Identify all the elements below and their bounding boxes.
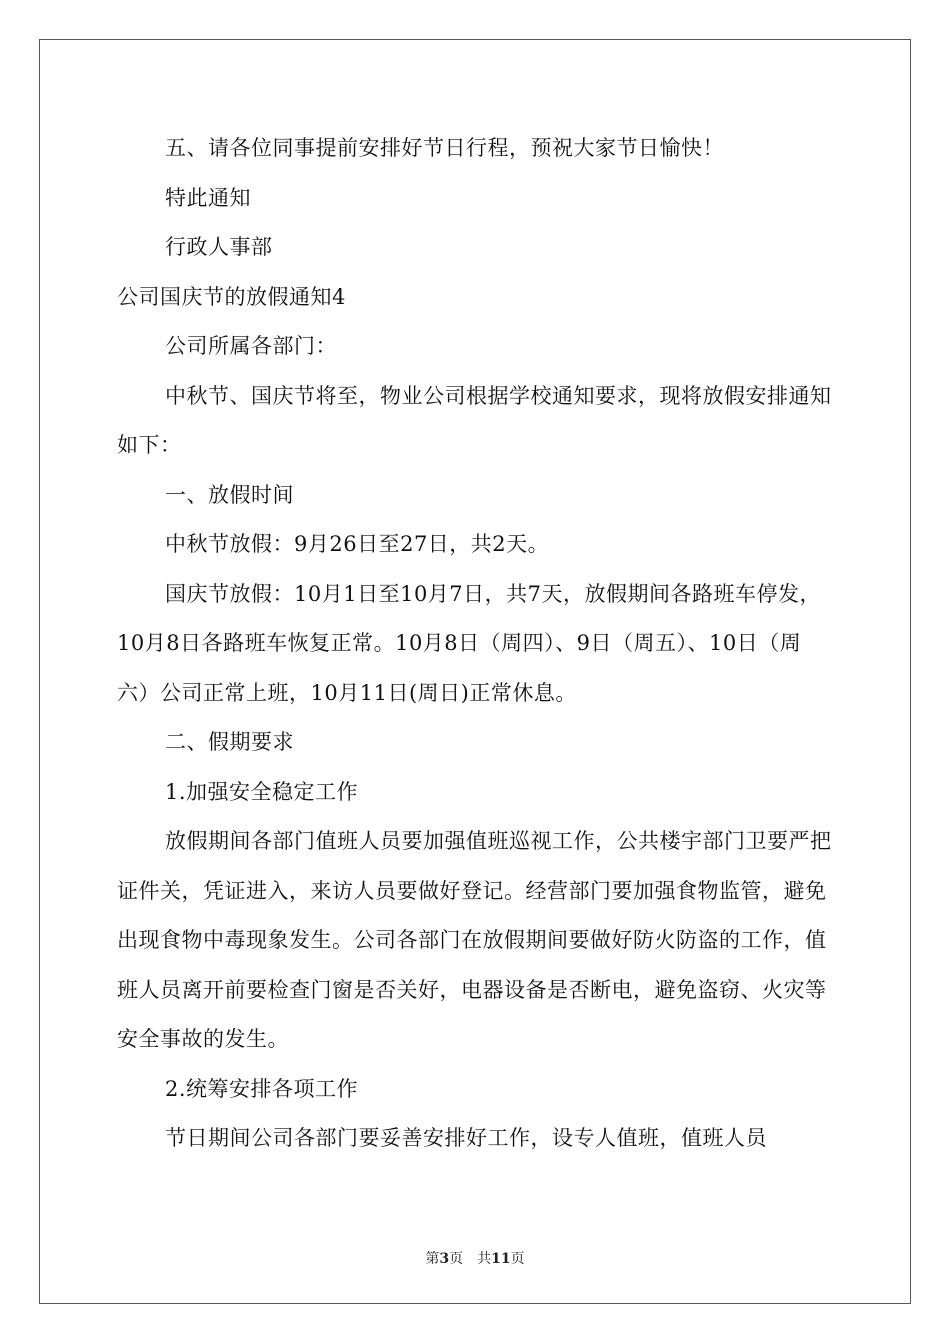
paragraph: 1.加强安全稳定工作 — [165, 779, 359, 804]
paragraph: 2.统筹安排各项工作 — [165, 1076, 359, 1101]
total-pages: 11 — [491, 1251, 511, 1267]
paragraph: 公司所属各部门： — [165, 334, 337, 358]
page-number: 3 — [439, 1251, 450, 1267]
document-body — [117, 124, 833, 1164]
paragraph: 中秋节、国庆节将至，物业公司根据学校通知要求，现将放假安排通知如下： — [117, 383, 832, 457]
paragraph: 中秋节放假：9月26日至27日，共2天。 — [165, 532, 550, 556]
section-heading: 公司国庆节的放假通知4 — [117, 284, 346, 309]
paragraph: 特此通知 — [165, 185, 251, 210]
paragraph: 二、假期要求 — [165, 730, 294, 754]
paragraph: 行政人事部 — [165, 235, 273, 259]
page-suffix: 页 — [449, 1251, 464, 1267]
paragraph: 放假期间各部门值班人员要加强值班巡视工作，公共楼宇部门卫要严把证件关，凭证进入，来访人员要做好登记。经营部门要加强食物监管，避免出现食物中毒现象发生。公司各部门在放假期间要做好防火防盗的工作，值班人员离开前要检查门窗是否关好，电器设备是否断电，避免盗窃、火灾等安全事故的发生。 — [117, 829, 832, 1051]
paragraph: 五、请各位同事提前安排好节日行程，预祝大家节日愉快！ — [165, 136, 724, 160]
page-footer — [0, 1248, 950, 1268]
page-prefix: 第 — [425, 1251, 440, 1267]
total-suffix: 页 — [510, 1251, 525, 1267]
paragraph: 一、放假时间 — [165, 482, 294, 507]
paragraph: 节日期间公司各部门要妥善安排好工作，设专人值班，值班人员 — [165, 1126, 767, 1150]
total-prefix: 共 — [477, 1251, 492, 1267]
paragraph: 国庆节放假：10月1日至10月7日，共7天，放假期间各路班车停发，10月8日各路班车恢复正常。10月8日（周四）、9日（周五）、10日（周六）公司正常上班，10月11日(周日)正常休息。 — [117, 581, 822, 705]
